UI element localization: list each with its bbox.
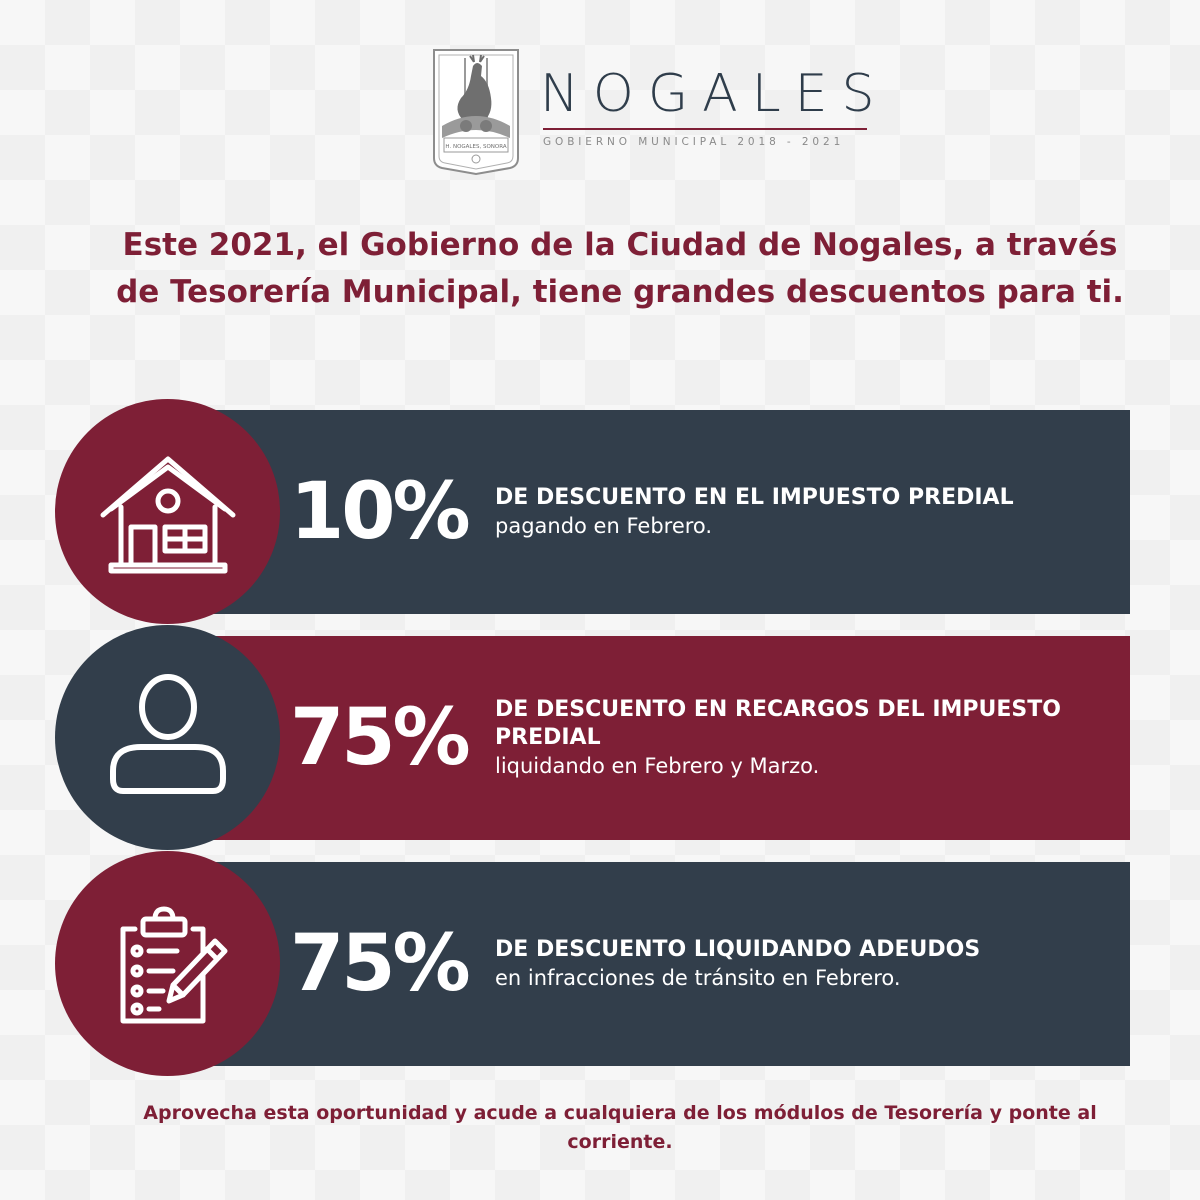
offer-detail-1: pagando en Febrero. bbox=[495, 514, 713, 538]
offer-description-2 bbox=[495, 636, 1120, 840]
offer-title-1: DE DESCUENTO EN EL IMPUESTO PREDIAL bbox=[495, 485, 1014, 510]
footer-call-to-action: Aprovecha esta oportunidad y acude a cualquiera de los módulos de Tesorería y ponte al corriente. bbox=[143, 1102, 1097, 1153]
offer-percent-3: 75% bbox=[290, 919, 468, 1009]
offer-detail-3: en infracciones de tránsito en Febrero. bbox=[495, 966, 901, 990]
clipboard-pencil-icon bbox=[93, 889, 243, 1039]
offer-percent-1: 10% bbox=[290, 467, 468, 557]
offer-title-3: DE DESCUENTO LIQUIDANDO ADEUDOS bbox=[495, 937, 981, 962]
municipal-crest-icon bbox=[430, 46, 522, 176]
offer-icon-circle-3 bbox=[55, 851, 280, 1076]
house-icon bbox=[93, 437, 243, 587]
offer-title-2: DE DESCUENTO EN RECARGOS DEL IMPUESTO PREDIAL bbox=[495, 697, 1061, 750]
intro-headline: Este 2021, el Gobierno de la Ciudad de Nogales, a través de Tesorería Municipal, tiene grandes descuentos para ti. bbox=[116, 227, 1124, 310]
brand-name: NOGALES bbox=[540, 64, 889, 124]
offer-percent-2: 75% bbox=[290, 693, 468, 783]
offer-icon-circle-1 bbox=[55, 399, 280, 624]
person-icon bbox=[93, 663, 243, 813]
offer-icon-circle-2 bbox=[55, 625, 280, 850]
brand-subtitle: GOBIERNO MUNICIPAL 2018 - 2021 bbox=[543, 136, 845, 148]
header-logo bbox=[430, 46, 889, 176]
brand-divider bbox=[543, 128, 867, 130]
offer-description-3 bbox=[495, 862, 1120, 1066]
crest-caption: H. NOGALES, SONORA bbox=[445, 144, 507, 150]
offer-detail-2: liquidando en Febrero y Marzo. bbox=[495, 754, 820, 778]
offer-description-1 bbox=[495, 410, 1120, 614]
